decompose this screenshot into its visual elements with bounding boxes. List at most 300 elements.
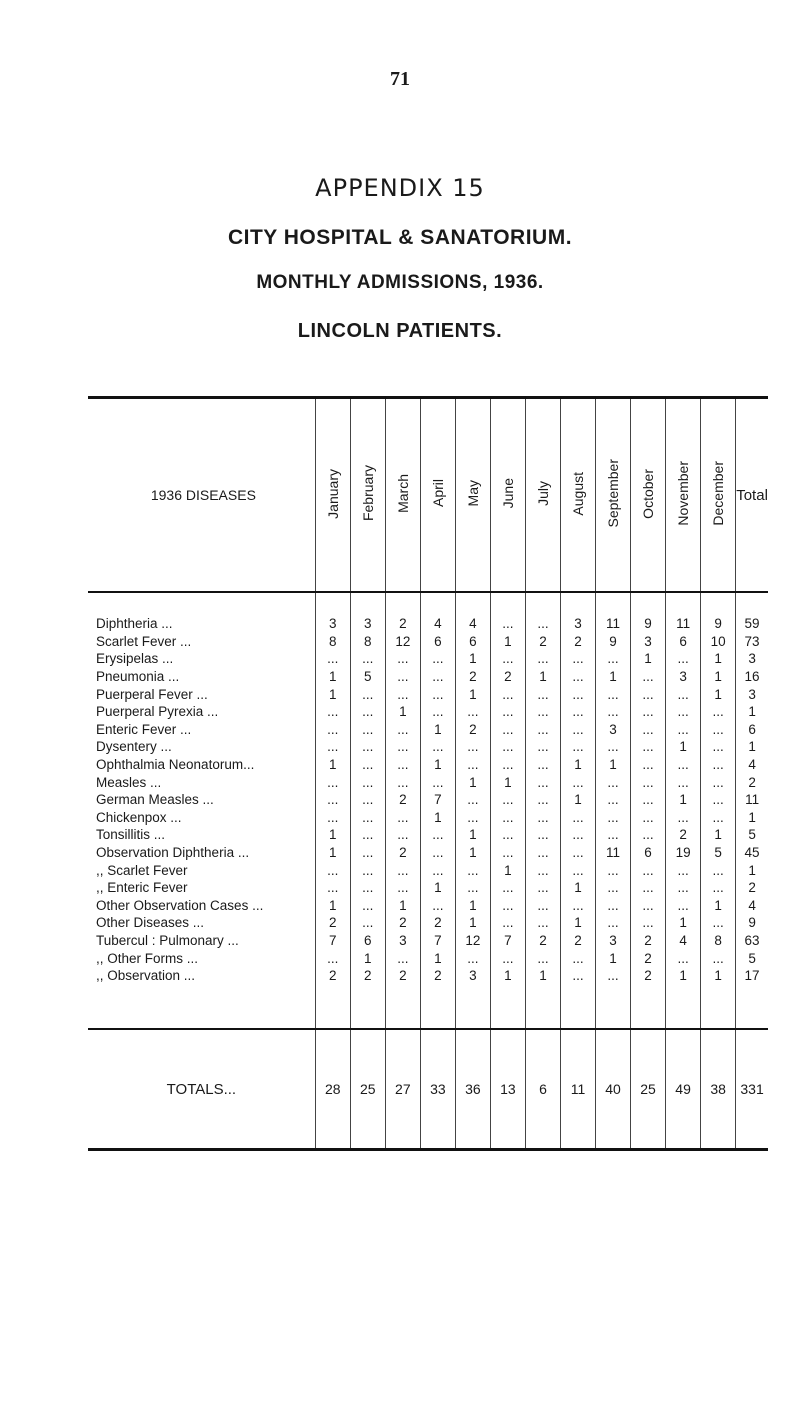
month-value-cell: 1 [385,897,420,915]
month-value-cell: 8 [350,633,385,651]
disease-name: Other Diseases ... [96,915,205,931]
month-value-cell: ... [490,592,525,633]
month-total-cell: 40 [596,1029,631,1150]
month-value-cell: ... [350,826,385,844]
month-value-cell: ... [490,721,525,739]
month-value-cell: ... [420,668,455,686]
month-value-cell: 1 [315,668,350,686]
month-value-cell: 2 [385,967,420,1030]
month-value-cell: ... [666,949,701,967]
month-header: May [455,398,490,593]
month-value-cell: ... [420,826,455,844]
row-total-cell: 9 [736,914,768,932]
month-value-cell: ... [525,592,560,633]
month-value-cell: 3 [596,721,631,739]
month-value-cell: ... [701,756,736,774]
row-total-cell: 16 [736,668,768,686]
month-value-cell: ... [385,773,420,791]
month-value-cell: ... [666,703,701,721]
month-value-cell: ... [596,703,631,721]
month-value-cell: ... [560,897,595,915]
month-value-cell: ... [385,756,420,774]
month-value-cell: 1 [701,650,736,668]
month-value-cell: ... [701,791,736,809]
month-value-cell: 6 [631,844,666,862]
table-row [88,633,768,651]
month-total-cell: 25 [631,1029,666,1150]
admissions-table [88,396,768,1151]
table-row [88,668,768,686]
month-total-cell: 49 [666,1029,701,1150]
month-value-cell: 1 [385,703,420,721]
month-value-cell: ... [455,949,490,967]
month-value-cell: ... [596,879,631,897]
month-value-cell: ... [631,879,666,897]
month-value-cell: 4 [455,592,490,633]
month-value-cell: ... [560,668,595,686]
month-value-cell: ... [596,861,631,879]
month-value-cell: ... [631,703,666,721]
month-value-cell: ... [631,773,666,791]
month-value-cell: 11 [596,844,631,862]
month-header: June [490,398,525,593]
month-value-cell: 1 [596,668,631,686]
row-total-cell: 6 [736,721,768,739]
month-value-cell: 6 [350,932,385,950]
month-value-cell: 2 [315,967,350,1030]
month-value-cell: ... [560,844,595,862]
month-value-cell: 2 [525,633,560,651]
table-row [88,826,768,844]
month-value-cell: 9 [631,592,666,633]
month-value-cell: ... [420,773,455,791]
month-value-cell: ... [350,721,385,739]
month-value-cell: ... [631,756,666,774]
month-value-cell: 1 [490,967,525,1030]
month-value-cell: 1 [490,633,525,651]
disease-name: German Measles ... [96,792,214,808]
month-total-cell: 11 [560,1029,595,1150]
month-header: April [420,398,455,593]
month-value-cell: ... [560,721,595,739]
totals-label: TOTALS... [166,1080,237,1098]
month-value-cell: ... [490,809,525,827]
month-value-cell: 1 [455,826,490,844]
month-value-cell: 1 [596,756,631,774]
month-value-cell: ... [560,861,595,879]
month-value-cell: ... [666,685,701,703]
month-value-cell: ... [490,756,525,774]
month-value-cell: ... [525,861,560,879]
month-value-cell: 12 [385,633,420,651]
month-value-cell: 1 [420,809,455,827]
row-total-cell: 4 [736,756,768,774]
month-value-cell: ... [701,861,736,879]
month-total-cell: 36 [455,1029,490,1150]
month-value-cell: 1 [455,914,490,932]
month-value-cell: 2 [666,826,701,844]
month-header: March [385,398,420,593]
month-value-cell: ... [385,738,420,756]
month-header: January [315,398,350,593]
month-total-cell: 28 [315,1029,350,1150]
table-row [88,949,768,967]
month-value-cell: ... [596,967,631,1030]
month-value-cell: ... [490,844,525,862]
disease-name: ,, Scarlet Fever [96,862,188,878]
row-total-cell: 1 [736,738,768,756]
month-value-cell: 2 [631,967,666,1030]
month-value-cell: ... [420,703,455,721]
month-value-cell: 1 [560,756,595,774]
month-value-cell: 1 [560,914,595,932]
month-value-cell: 2 [385,791,420,809]
month-value-cell: 3 [560,592,595,633]
month-value-cell: ... [525,685,560,703]
month-value-cell: ... [631,914,666,932]
month-value-cell: ... [455,879,490,897]
month-value-cell: 2 [385,592,420,633]
month-total-cell: 6 [525,1029,560,1150]
month-value-cell: 8 [701,932,736,950]
month-value-cell: 3 [596,932,631,950]
month-value-cell: ... [350,809,385,827]
disease-name: Pneumonia ... [96,669,180,685]
month-value-cell: 2 [385,914,420,932]
month-value-cell: ... [525,879,560,897]
month-value-cell: ... [385,809,420,827]
row-total-cell: 63 [736,932,768,950]
month-value-cell: ... [666,756,701,774]
month-value-cell: 9 [596,633,631,651]
month-value-cell: ... [385,668,420,686]
month-value-cell: ... [525,650,560,668]
month-value-cell: ... [560,650,595,668]
table-row [88,685,768,703]
month-value-cell: 1 [455,773,490,791]
month-value-cell: ... [420,650,455,668]
month-value-cell: ... [490,949,525,967]
month-value-cell: ... [525,703,560,721]
month-value-cell: ... [596,773,631,791]
month-total-cell: 33 [420,1029,455,1150]
month-value-cell: ... [315,738,350,756]
month-value-cell: 6 [420,633,455,651]
month-value-cell: ... [385,949,420,967]
row-total-cell: 1 [736,809,768,827]
month-value-cell: 1 [420,879,455,897]
row-total-cell: 59 [736,592,768,633]
month-value-cell: ... [490,703,525,721]
month-total-cell: 25 [350,1029,385,1150]
month-header: November [666,398,701,593]
month-value-cell: ... [631,668,666,686]
table-row [88,914,768,932]
month-value-cell: 2 [525,932,560,950]
month-total-cell: 38 [701,1029,736,1150]
month-value-cell: ... [420,844,455,862]
month-value-cell: 7 [490,932,525,950]
month-value-cell: ... [420,738,455,756]
month-value-cell: ... [455,738,490,756]
disease-name: Tonsillitis ... [96,827,166,843]
disease-name: Dysentery ... [96,739,172,755]
row-total-cell: 17 [736,967,768,1030]
month-value-cell: 11 [596,592,631,633]
month-value-cell: ... [525,826,560,844]
month-value-cell: 1 [701,967,736,1030]
month-value-cell: ... [350,897,385,915]
month-value-cell: ... [350,773,385,791]
disease-name: Erysipelas ... [96,651,174,667]
month-value-cell: ... [490,897,525,915]
month-value-cell: ... [420,897,455,915]
month-value-cell: ... [315,791,350,809]
month-value-cell: ... [350,685,385,703]
month-value-cell: ... [455,861,490,879]
table-row [88,844,768,862]
row-total-cell: 45 [736,844,768,862]
month-value-cell: 3 [350,592,385,633]
month-value-cell: ... [350,703,385,721]
month-value-cell: ... [560,738,595,756]
month-value-cell: ... [701,914,736,932]
month-value-cell: 3 [666,668,701,686]
month-value-cell: ... [315,721,350,739]
month-value-cell: 9 [701,592,736,633]
month-value-cell: ... [560,809,595,827]
month-value-cell: ... [490,879,525,897]
month-value-cell: ... [596,791,631,809]
month-value-cell: 2 [631,932,666,950]
month-value-cell: ... [490,791,525,809]
month-value-cell: ... [385,861,420,879]
month-value-cell: ... [666,650,701,668]
month-value-cell: ... [525,844,560,862]
row-total-cell: 1 [736,861,768,879]
month-value-cell: ... [666,809,701,827]
patients-title: LINCOLN PATIENTS. [297,320,503,342]
month-value-cell: ... [350,791,385,809]
row-total-cell: 4 [736,897,768,915]
month-value-cell: ... [701,703,736,721]
row-total-cell: 5 [736,949,768,967]
month-value-cell: 2 [385,844,420,862]
disease-name: ,, Other Forms ... [96,950,199,966]
row-total-cell: 5 [736,826,768,844]
month-value-cell: ... [490,826,525,844]
table-row [88,703,768,721]
month-value-cell: 7 [315,932,350,950]
header-row [88,398,768,593]
report-title: MONTHLY ADMISSIONS, 1936. [256,272,544,293]
month-value-cell: ... [490,650,525,668]
month-value-cell: 2 [350,967,385,1030]
month-value-cell: ... [596,738,631,756]
month-value-cell: 1 [701,826,736,844]
month-value-cell: ... [315,949,350,967]
month-value-cell: ... [525,773,560,791]
month-value-cell: 4 [420,592,455,633]
disease-name: Scarlet Fever ... [96,633,192,649]
month-value-cell: ... [701,738,736,756]
month-value-cell: 2 [455,721,490,739]
totals-row [88,1029,768,1150]
table-row [88,809,768,827]
month-value-cell: ... [560,967,595,1030]
disease-name: Other Observation Cases ... [96,897,264,913]
disease-name: Puerperal Fever ... [96,686,208,702]
month-value-cell: 5 [701,844,736,862]
grand-total-cell: 331 [736,1029,768,1150]
month-value-cell: 7 [420,791,455,809]
row-total-cell: 11 [736,791,768,809]
table-row [88,861,768,879]
table-row [88,756,768,774]
month-value-cell: 3 [385,932,420,950]
month-value-cell: ... [666,773,701,791]
month-value-cell: ... [490,685,525,703]
month-value-cell: 1 [666,738,701,756]
month-value-cell: ... [631,809,666,827]
table-row [88,721,768,739]
table-row [88,967,768,1030]
disease-name: Observation Diphtheria ... [96,845,250,861]
month-value-cell: ... [385,879,420,897]
table-row [88,592,768,633]
month-value-cell: 11 [666,592,701,633]
month-value-cell: ... [666,721,701,739]
month-value-cell: 1 [490,773,525,791]
month-value-cell: ... [455,809,490,827]
month-value-cell: ... [315,879,350,897]
month-value-cell: ... [385,721,420,739]
month-value-cell: ... [385,826,420,844]
disease-name: Enteric Fever ... [96,721,192,737]
month-value-cell: 2 [455,668,490,686]
month-value-cell: 1 [631,650,666,668]
month-value-cell: 2 [631,949,666,967]
month-value-cell: 4 [666,932,701,950]
month-value-cell: ... [631,721,666,739]
month-value-cell: ... [420,685,455,703]
row-total-cell: 1 [736,703,768,721]
month-value-cell: ... [350,738,385,756]
month-value-cell: 1 [315,756,350,774]
month-value-cell: ... [596,897,631,915]
month-value-cell: 1 [701,685,736,703]
month-value-cell: ... [560,826,595,844]
month-value-cell: ... [701,879,736,897]
month-header: October [631,398,666,593]
month-value-cell: ... [560,773,595,791]
disease-name: ,, Observation ... [96,968,196,984]
disease-name: Tubercul : Pulmonary ... [96,932,239,948]
month-value-cell: ... [350,650,385,668]
hospital-title: CITY HOSPITAL & SANATORIUM. [227,226,573,249]
disease-name: Measles ... [96,774,162,790]
month-value-cell: 1 [455,897,490,915]
table-row [88,738,768,756]
month-header: July [525,398,560,593]
month-value-cell: 1 [701,668,736,686]
month-value-cell: ... [596,809,631,827]
month-header: September [596,398,631,593]
month-value-cell: ... [596,914,631,932]
month-value-cell: 1 [315,844,350,862]
table-row [88,897,768,915]
month-value-cell: ... [350,756,385,774]
month-header: December [701,398,736,593]
month-value-cell: ... [631,738,666,756]
month-value-cell: ... [315,861,350,879]
month-total-cell: 13 [490,1029,525,1150]
month-value-cell: ... [701,809,736,827]
month-value-cell: ... [315,809,350,827]
month-value-cell: 8 [315,633,350,651]
month-value-cell: ... [525,721,560,739]
table-body [88,592,768,1029]
month-value-cell: ... [350,844,385,862]
row-total-cell: 73 [736,633,768,651]
month-value-cell: 2 [560,633,595,651]
month-value-cell: ... [525,756,560,774]
month-value-cell: ... [701,949,736,967]
month-value-cell: 7 [420,932,455,950]
month-value-cell: 2 [420,967,455,1030]
month-value-cell: ... [525,791,560,809]
month-value-cell: 1 [420,756,455,774]
month-value-cell: 1 [560,879,595,897]
month-value-cell: 6 [455,633,490,651]
month-value-cell: ... [350,879,385,897]
month-value-cell: 2 [490,668,525,686]
month-value-cell: ... [631,791,666,809]
disease-name: Ophthalmia Neonatorum... [96,757,255,773]
month-value-cell: ... [350,914,385,932]
month-value-cell: ... [455,756,490,774]
table-row [88,650,768,668]
month-value-cell: ... [560,703,595,721]
corner-label: 1936 DISEASES [150,487,256,503]
row-total-cell: 3 [736,650,768,668]
month-value-cell: ... [420,861,455,879]
month-value-cell: 1 [315,897,350,915]
row-total-cell: 2 [736,773,768,791]
month-value-cell: ... [666,861,701,879]
month-value-cell: 1 [420,949,455,967]
month-value-cell: ... [525,809,560,827]
month-value-cell: 2 [420,914,455,932]
table-row [88,932,768,950]
month-value-cell: ... [631,897,666,915]
month-value-cell: ... [315,650,350,668]
month-value-cell: ... [385,650,420,668]
month-value-cell: ... [666,879,701,897]
month-value-cell: 1 [525,967,560,1030]
month-value-cell: ... [525,914,560,932]
month-value-cell: ... [596,650,631,668]
month-value-cell: 12 [455,932,490,950]
month-value-cell: 19 [666,844,701,862]
month-value-cell: 5 [350,668,385,686]
month-header: August [560,398,595,593]
month-value-cell: ... [385,685,420,703]
month-value-cell: 6 [666,633,701,651]
total-header: Total [736,398,768,593]
month-value-cell: ... [631,861,666,879]
month-value-cell: 1 [560,791,595,809]
